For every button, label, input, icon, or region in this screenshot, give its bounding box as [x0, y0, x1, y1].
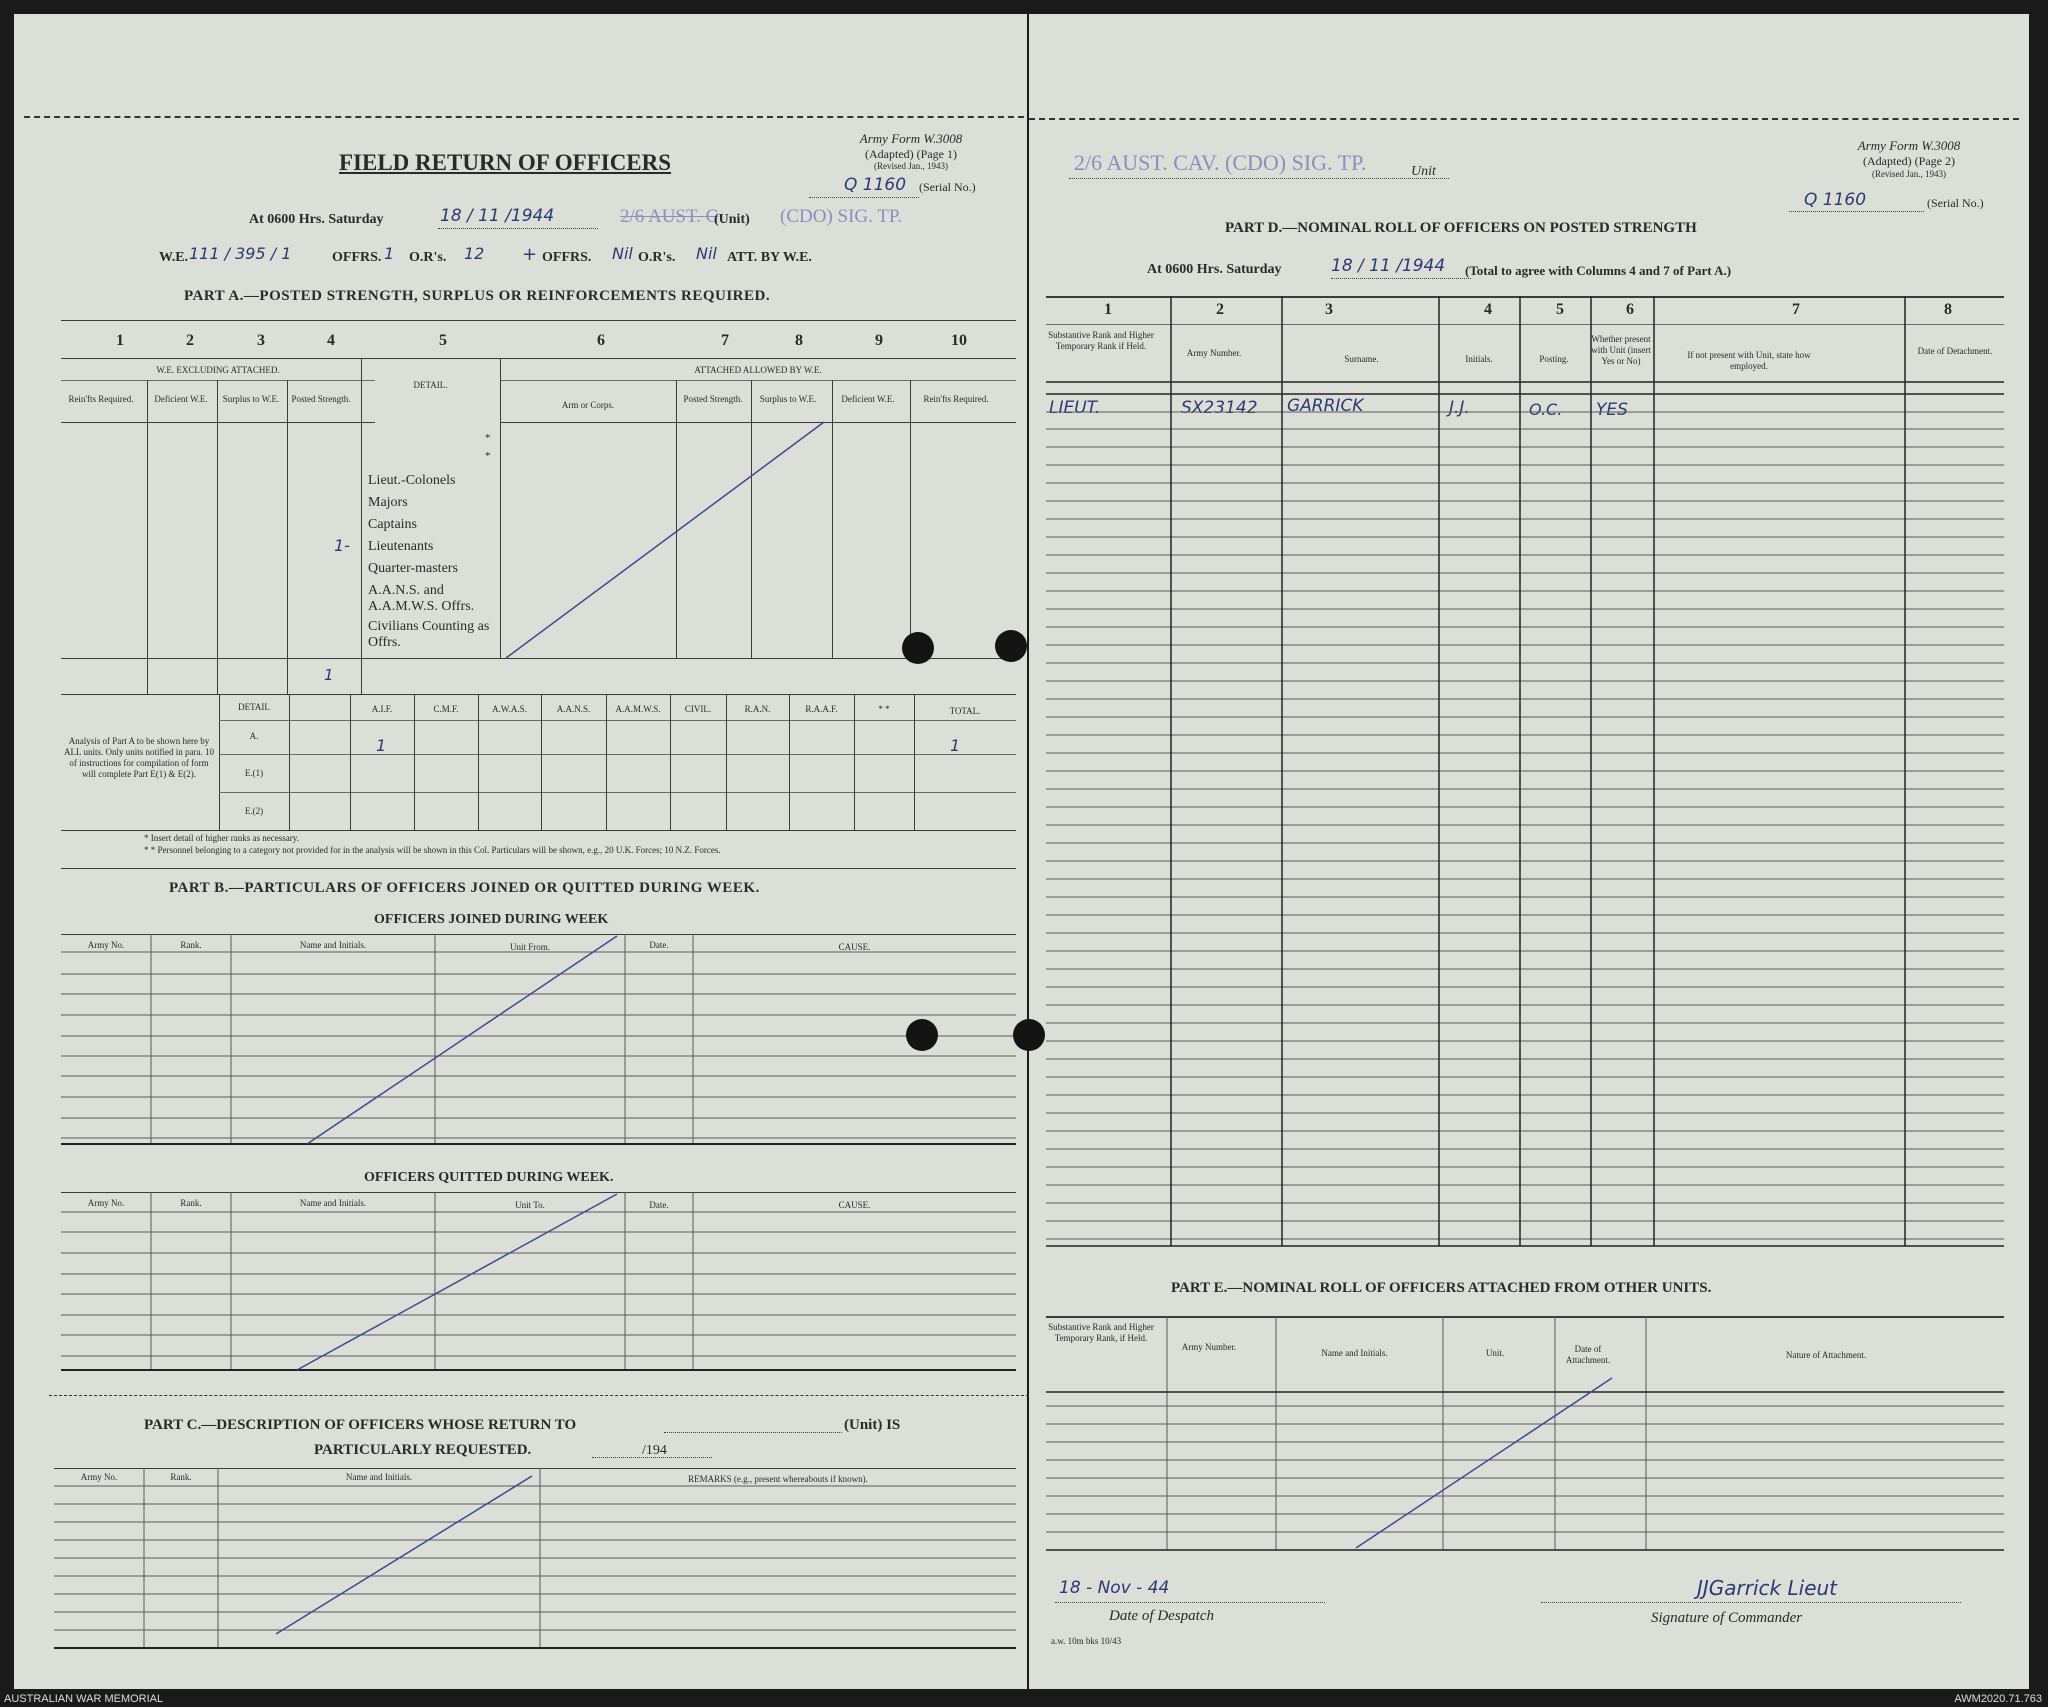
serial-label: (Serial No.)	[919, 180, 976, 194]
serial-number-value-2: Q 1160	[1804, 190, 1867, 210]
officer-present: YES	[1596, 400, 1628, 420]
binding-hole	[902, 632, 934, 664]
officer-surname: GARRICK	[1287, 396, 1364, 416]
unit-stamp: 2/6 AUST. C	[620, 206, 719, 227]
serial-label-2: (Serial No.)	[1927, 196, 1984, 210]
signature-label: Signature of Commander	[1651, 1610, 1803, 1626]
posted-strength-total: 1	[324, 666, 334, 684]
rank-civilians: Civilians Counting as Offrs.	[368, 619, 490, 650]
army-form-label: Army Form W.3008	[859, 131, 963, 146]
rank-lieutenants: Lieutenants	[368, 539, 434, 554]
we-excluding-header: W.E. EXCLUDING ATTACHED.	[156, 365, 280, 375]
unit-stamp-page-2: 2/6 AUST. CAV. (CDO) SIG. TP.	[1074, 150, 1367, 175]
ors2-value: Nil	[696, 244, 717, 263]
printer-note: a.w. 10m bks 10/43	[1051, 1636, 1122, 1646]
rank-captains: Captains	[368, 517, 417, 532]
offrs-value: 1	[384, 244, 395, 263]
despatch-date: 18 - Nov - 44	[1059, 1578, 1170, 1598]
archive-footer-left: AUSTRALIAN WAR MEMORIAL	[4, 1693, 164, 1705]
analysis-note: Analysis of Part A to be shown here by ALL units. Only units notified in para. 10 of instructions for compilation of form will complete Part E(1) & E(2).	[64, 736, 214, 779]
officer-army-number: SX23142	[1181, 398, 1258, 418]
adapted-label: (Adapted) (Page 1)	[865, 147, 957, 161]
joined-title: OFFICERS JOINED DURING WEEK	[374, 912, 609, 927]
rank-quarter-masters: Quarter-masters	[368, 561, 458, 576]
plus-sign: +	[522, 244, 538, 265]
part-d-title: PART D.—NOMINAL ROLL OF OFFICERS ON POSTED STRENGTH	[1225, 220, 1697, 236]
lieutenants-posted-strength: 1-	[334, 536, 350, 555]
officer-posting: O.C.	[1529, 400, 1563, 419]
unit-label-page-2: Unit	[1411, 164, 1436, 179]
form-page-2: 2/6 AUST. CAV. (CDO) SIG. TP. Unit Army Form W.3008 (Adapted) (Page 2) (Revised Jan., 1943) Q 1160 (Serial No.) PART D.—NOMINAL ROLL OF OFFICERS ON POSTED STRENGTH At 0600 Hrs. Saturday 18 / 11 /1944 (Total to agree with Columns 4 and 7 of Part A.) 1 2 3 4 5 6 7 8 Substantive Rank and Higher Temporary Rank if Held. Army Number. Surname. Initials. Posting. Whether present with Unit (insert Yes or No) If not present with Unit, state how employed. Date of Detachment. LIEUT. SX23142 GARRICK J.J. O.C. YES PART E.—NOMINAL ROLL OF OFFICERS ATTACHED FROM OTHER UNITS. Substantive Rank and Higher Temporary Rank, if Held. Army Number. Name and Initials. Unit. Date of Attachment. Nature of Attachment. 18 - Nov - 44 Date of Despatch a.w. 10m bks 10/43 JJGarrick Lieut Signature of Commander	[1029, 14, 2029, 1689]
part-d-at-prefix: At 0600 Hrs. Saturday	[1147, 262, 1282, 277]
serial-number-value: Q 1160	[844, 175, 907, 195]
part-d-column-numbers: 1 2 3 4 5 6 7 8	[1104, 301, 1952, 318]
commander-signature: JJGarrick Lieut	[1697, 1576, 1838, 1600]
part-a-column-numbers: 1 2 3 4 5 6 7 8 9 10	[116, 332, 967, 349]
offrs2-label: OFFRS.	[542, 250, 592, 265]
ors2-label: O.R's.	[638, 250, 676, 265]
rank-aans: A.A.N.S. and A.A.M.W.S. Offrs.	[368, 583, 475, 614]
analysis-total-a: 1	[950, 736, 961, 755]
at-line-prefix: At 0600 Hrs. Saturday	[249, 212, 384, 227]
binding-hole	[906, 1019, 938, 1051]
despatch-label: Date of Despatch	[1109, 1608, 1214, 1624]
right-ruled-lines	[1029, 14, 2029, 1689]
binding-hole	[995, 630, 1027, 662]
part-a-title: PART A.—POSTED STRENGTH, SURPLUS OR REINFORCEMENTS REQUIRED.	[184, 288, 771, 304]
unit-stamp-2: (CDO) SIG. TP.	[780, 206, 903, 227]
att-label: ATT. BY W.E.	[727, 250, 812, 265]
left-ruled-lines	[14, 14, 1027, 1689]
binding-hole	[1013, 1019, 1045, 1051]
rank-lieut-colonels: Lieut.-Colonels	[368, 473, 456, 488]
footnote-1: * Insert detail of higher ranks as necessary.	[144, 833, 299, 843]
part-b-title: PART B.—PARTICULARS OF OFFICERS JOINED OR QUITTED DURING WEEK.	[169, 880, 760, 896]
offrs2-value: Nil	[612, 244, 633, 263]
analysis-aif-a: 1	[376, 736, 387, 755]
at-line-date: 18 / 11 /1944	[440, 206, 555, 226]
part-d-at-suffix: (Total to agree with Columns 4 and 7 of Part A.)	[1465, 263, 1732, 278]
page-title: FIELD RETURN OF OFFICERS	[339, 150, 672, 175]
we-value: 111 / 395 / 1	[189, 244, 292, 263]
form-page-1: Army Form W.3008 (Adapted) (Page 1) (Revised Jan., 1943) Q 1160 (Serial No.) FIELD RETURN OF OFFICERS At 0600 Hrs. Saturday 18 / 11 /1944 2/6 AUST. C (Unit) (CDO) SIG. TP. W.E. 111 / 395 / 1 OFFRS. 1 O.R's. 12 + OFFRS. Nil O.R's. Nil ATT. BY W.E. PART A.—POSTED STRENGTH, SURPLUS OR REINFORCEMENTS REQUIRED. 1 2 3 4 5 6 7 8 9 10 W.E. EXCLUDING ATTACHED. ATTACHED ALLOWED BY W.E. DETAIL. Rein'fts Required. Deficient W.E. Surplus to W.E. Posted Strength. Arm or Corps. Posted Strength. Surplus to W.E. Deficient W.E. Rein'fts Required. * * Lieut.-Colonels Majors Captains Lieutenants Quarter-masters A.A.N.S. and A.A.M.W.S. Offrs. Civilians Counting as Offrs. 1- 1 Analysis of Part A to be shown here by ALL units. Only units notified in para. 10 of instructions for compilation of form will complete Part E(1) & E(2). DETAIL A. E.(1) E.(2) A.I.F. C.M.F. A.W.A.S. A.A.N.S. A.A.M.W.S. CIVIL. R.A.N. R.A.A.F. * * TOTAL. 1 1 * Insert detail of higher ranks as necessary. * * Personnel belonging to a category not provided for in the analysis will be shown in this Col. Particulars will be shown, e.g., 20 U.K. Forces; 10 N.Z. Forces. PART B.—PARTICULARS OF OFFICERS JOINED OR QUITTED DURING WEEK. OFFICERS JOINED DURING WEEK Army No. Rank. Name and Initials. Unit From. Date. CAUSE. OFFICERS QUITTED DURING WEEK. Army No. Rank. Name and Initials. Unit To. Date. CAUSE. PART C.—DESCRIPTION OF OFFICERS WHOSE RETURN TO (Unit) IS PARTICULARLY REQUESTED. /194 Army No. Rank. Name and Initials. REMARKS (e.g., present whereabouts if known).	[14, 14, 1027, 1689]
footnote-2: * * Personnel belonging to a category not provided for in the analysis will be shown in this Col. Particulars will be shown, e.g., 20 U.K. Forces; 10 N.Z. Forces.	[144, 845, 721, 855]
offrs-label: OFFRS.	[332, 250, 382, 265]
revised-label: (Revised Jan., 1943)	[874, 161, 948, 171]
adapted-label-2: (Adapted) (Page 2)	[1863, 154, 1955, 168]
we-label: W.E.	[159, 250, 189, 265]
ors-label: O.R's.	[409, 250, 447, 265]
part-c-line-2b: /194	[642, 1443, 667, 1458]
part-d-at-date: 18 / 11 /1944	[1331, 256, 1446, 276]
army-form-label-2: Army Form W.3008	[1857, 138, 1961, 153]
ors-value: 12	[464, 244, 485, 263]
part-c-line-1a: PART C.—DESCRIPTION OF OFFICERS WHOSE RETURN TO	[144, 1417, 577, 1433]
part-c-line-1b: (Unit) IS	[844, 1417, 901, 1433]
quitted-title: OFFICERS QUITTED DURING WEEK.	[364, 1170, 614, 1185]
officer-initials: J.J.	[1449, 398, 1470, 418]
revised-label-2: (Revised Jan., 1943)	[1872, 169, 1946, 179]
unit-label: (Unit)	[714, 212, 750, 227]
part-c-line-2a: PARTICULARLY REQUESTED.	[314, 1442, 532, 1458]
archive-footer-right: AWM2020.71.763	[1954, 1693, 2042, 1705]
officer-rank: LIEUT.	[1049, 398, 1101, 418]
rank-majors: Majors	[368, 495, 408, 510]
attached-allowed-header: ATTACHED ALLOWED BY W.E.	[694, 365, 822, 375]
part-e-title: PART E.—NOMINAL ROLL OF OFFICERS ATTACHED FROM OTHER UNITS.	[1171, 1280, 1712, 1296]
detail-header: DETAIL.	[413, 380, 448, 390]
